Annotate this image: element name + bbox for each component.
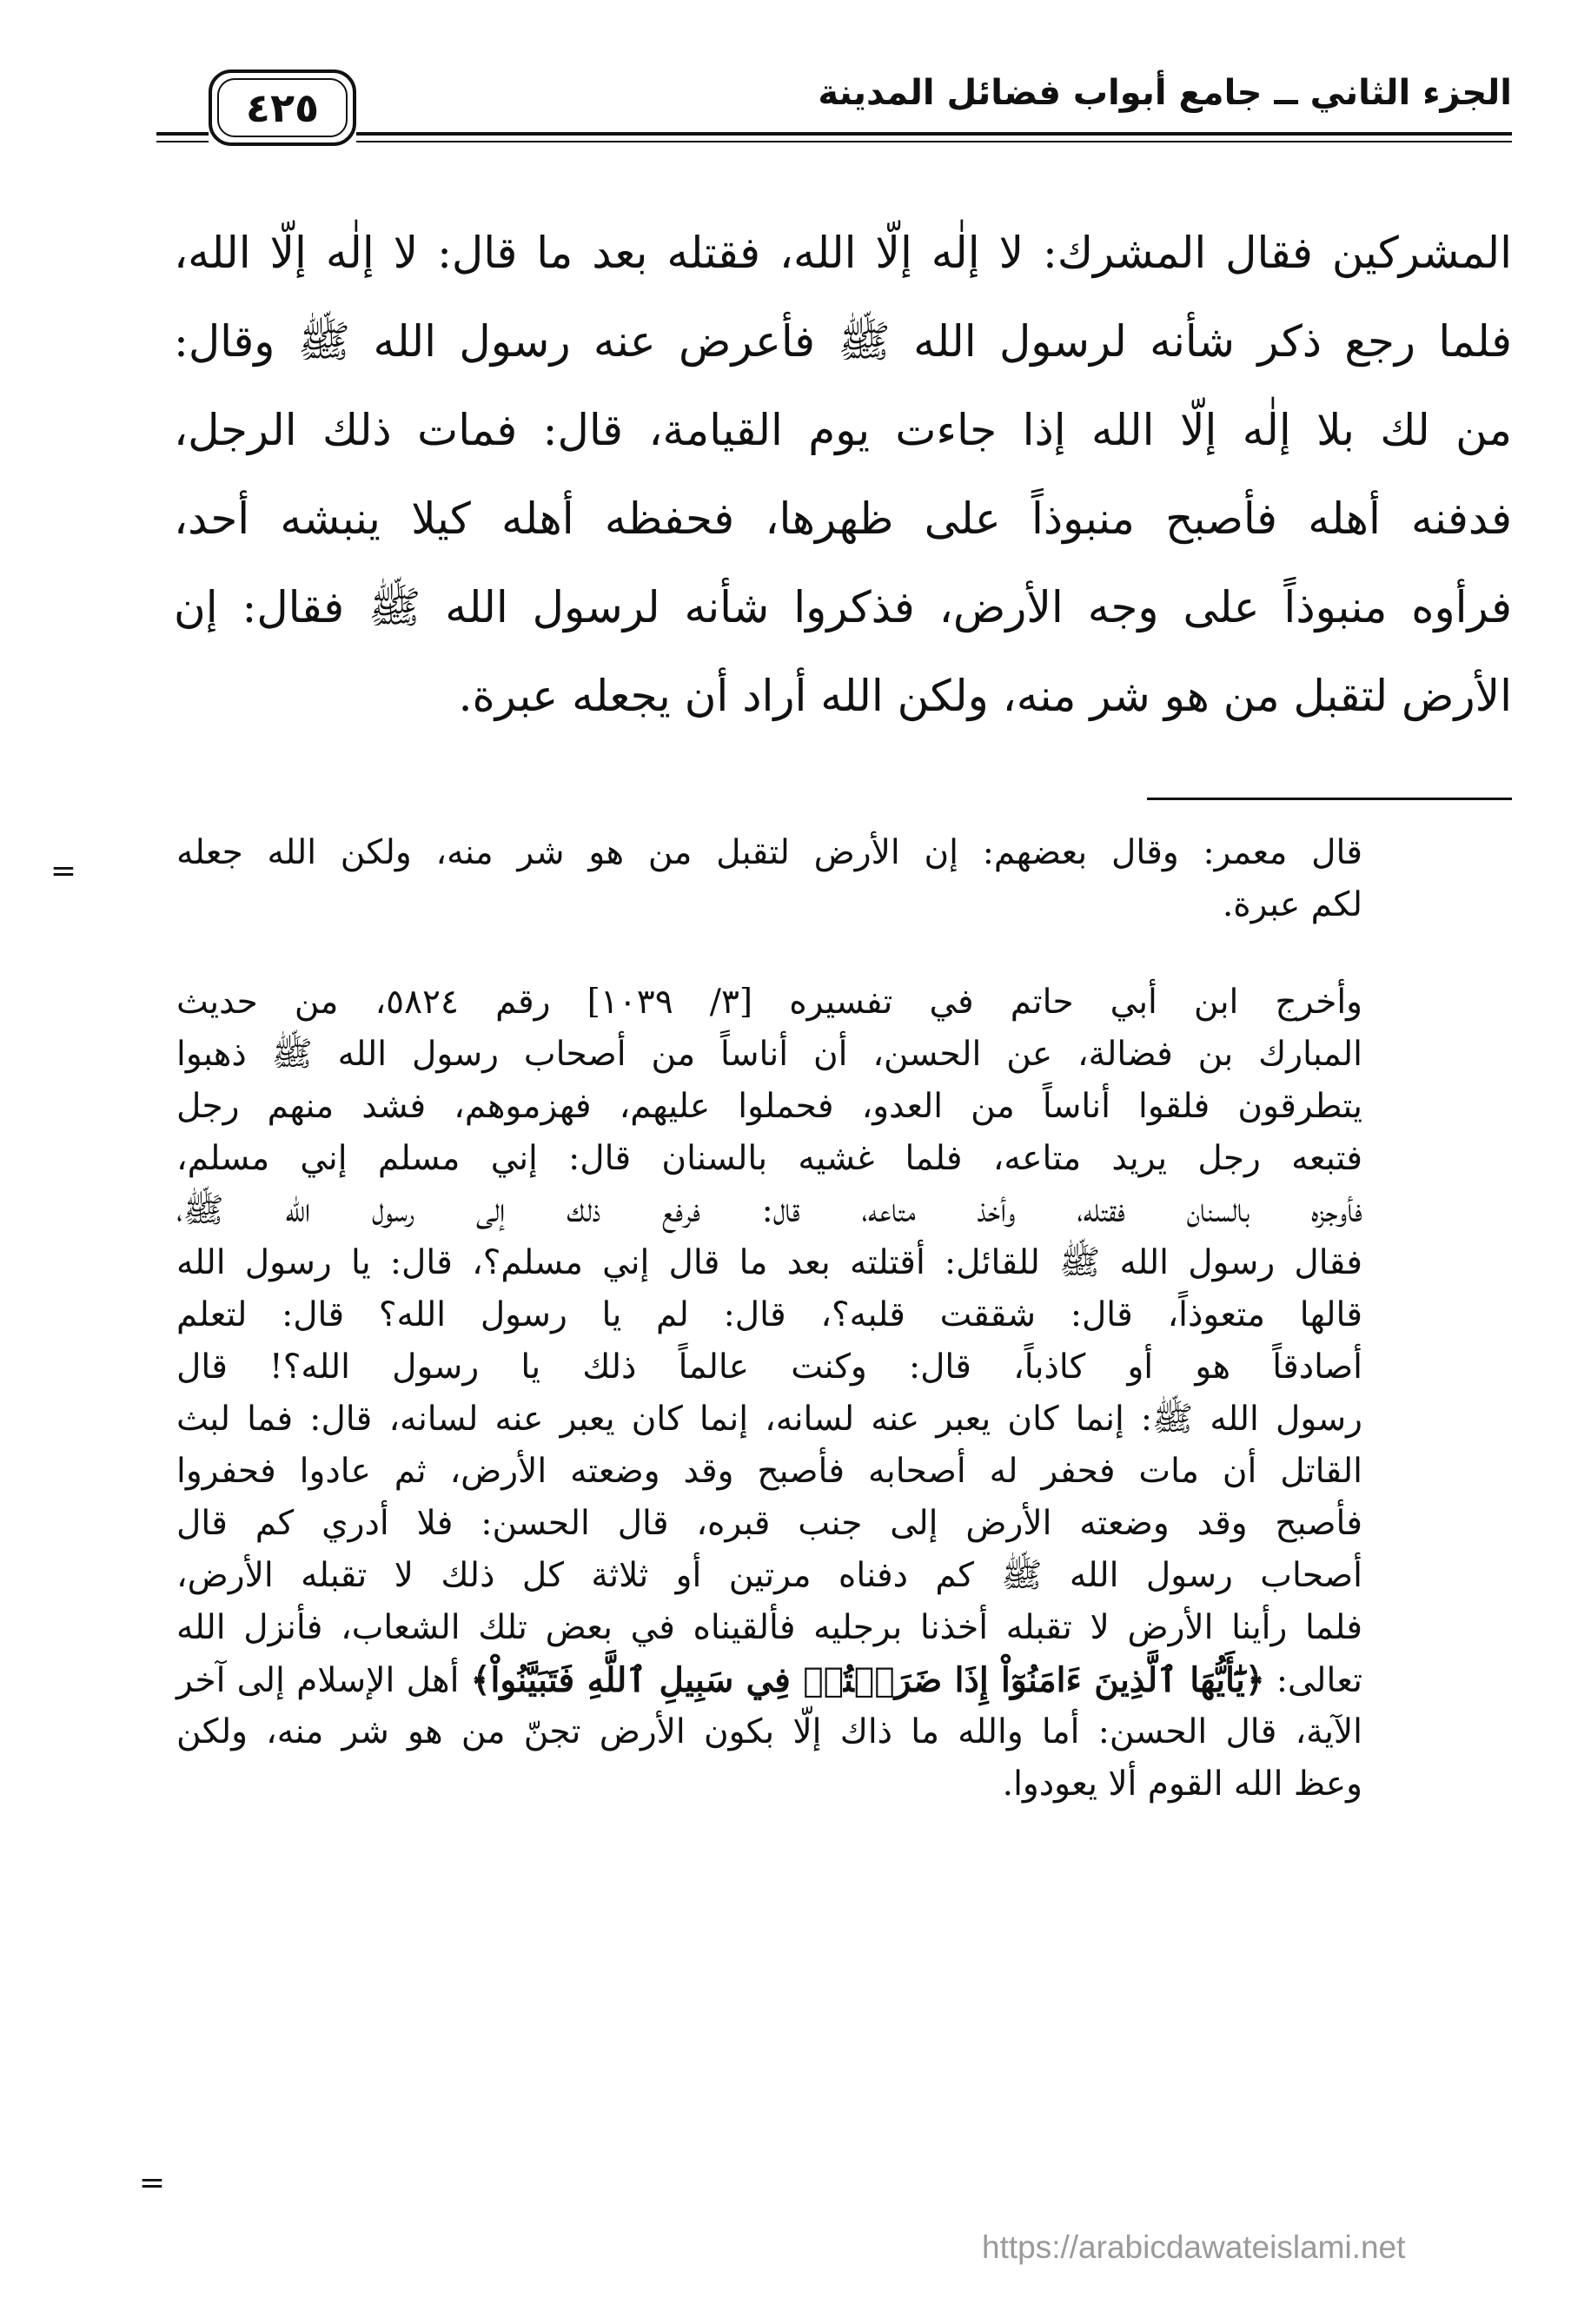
footnote-line: وأخرج ابن أبي حاتم في تفسيره [٣/ ١٠٣٩] رقم ٥٨٢٤، من حديث [176, 983, 1362, 1022]
watermark-url: https://arabicdawateislami.net [982, 2229, 1406, 2265]
header-rule [356, 132, 1512, 136]
footnote-line: وعظ الله القوم ألا يعودوا. [1002, 1765, 1362, 1804]
footnote-line: قال معمر: وقال بعضهم: إن الأرض لتقبل من هو شر منه، ولكن الله جعله [176, 833, 1362, 872]
quran-line-suffix: أهل الإسلام إلى آخر [176, 1661, 471, 1700]
quran-line-prefix: تعالى: [1264, 1661, 1362, 1700]
header-rule-left [156, 132, 209, 136]
main-text-line: فلما رجع ذكر شأنه لرسول الله ﷺ فأعرض عنه رسول الله ﷺ وقال: [174, 316, 1512, 367]
footnote-paragraph-gap [176, 931, 1362, 977]
main-text-line: من لك بلا إلٰه إلّا الله إذا جاءت يوم القيامة، قال: فمات ذلك الرجل، [174, 405, 1512, 455]
footnote-line: أصادقاً هو أو كاذباً، قال: وكنت عالماً ذلك يا رسول الله؟! قال [176, 1347, 1362, 1387]
page-number: ٤٢٥ [245, 84, 320, 131]
footnote-line: أصحاب رسول الله ﷺ كم دفناه مرتين أو ثلاثة كل ذلك لا تقبله الأرض، [176, 1556, 1362, 1595]
footnote-line: فقال رسول الله ﷺ للقائل: أقتلته بعد ما قال إني مسلم؟، قال: يا رسول الله [176, 1243, 1362, 1282]
page-number-frame [209, 70, 356, 146]
footnote-line: فلما رأينا الأرض لا تقبله أخذنا برجليه فألقيناه في بعض تلك الشعاب، فأنزل الله [176, 1608, 1362, 1647]
footnote-continuation-mark-bottom: = [138, 2165, 165, 2201]
footnote-line: قالها متعوذاً، قال: شققت قلبه؟، قال: لم يا رسول الله؟ قال: لتعلم [176, 1295, 1362, 1334]
header-rule-thin [356, 141, 1512, 142]
footnotes [176, 827, 1362, 1811]
footnote-line: القاتل أن مات فحفر له أصحابه فأصبح وقد وضعته الأرض، ثم عادوا فحفروا [176, 1452, 1362, 1491]
footnote-line: يتطرقون فلقوا أناساً من العدو، فحملوا عليهم، فهزموهم، فشد منهم رجل [176, 1087, 1362, 1126]
footnote-line: الآية، قال الحسن: أما والله ما ذاك إلّا بكون الأرض تجنّ من هو شر منه، ولكن [176, 1712, 1362, 1751]
main-text-line: المشركين فقال المشرك: لا إلٰه إلّا الله، فقتله بعد ما قال: لا إلٰه إلّا الله، [174, 228, 1512, 278]
main-text [174, 209, 1512, 740]
quran-verse: ﴿يَٰٓأَيُّهَا ٱلَّذِينَ ءَامَنُوٓاْ إِذَا ضَرَبۡتُمۡ فِي سَبِيلِ ٱللَّهِ فَتَبَيَّنُواْ﴾ [470, 1660, 1265, 1700]
footnote-line: المبارك بن فضالة، عن الحسن، أن أناساً من أصحاب رسول الله ﷺ ذهبوا [176, 1035, 1362, 1074]
footnote-continuation-mark-top: = [50, 853, 76, 889]
header-title: الجزء الثاني ــ جامع أبواب فضائل المدينة [818, 73, 1512, 113]
main-text-line: الأرض لتقبل من هو شر منه، ولكن الله أراد أن يجعله عبرة. [458, 671, 1512, 721]
footnote-line: لكم عبرة. [1222, 885, 1362, 924]
main-text-line: فدفنه أهله فأصبح منبوذاً على ظهرها، فحفظه أهله كيلا ينبشه أحد، [174, 493, 1512, 544]
footnote-line: فتبعه رجل يريد متاعه، فلما غشيه بالسنان قال: إني مسلم إني مسلم، [176, 1139, 1362, 1178]
footnote-quran-line [176, 1654, 1362, 1706]
running-header [156, 61, 1512, 165]
footnote-line: رسول الله ﷺ: إنما كان يعبر عنه لسانه، إنما كان يعبر عنه لسانه، قال: فما لبث [176, 1400, 1362, 1439]
footnote-line: فأصبح وقد وضعته الأرض إلى جنب قبره، قال الحسن: فلا أدري كم قال [176, 1504, 1362, 1543]
header-rule-left-thin [156, 141, 209, 142]
footnote-line: فأوجزه بالسنان فقتله، وأخذ متاعه، قال: فرفع ذلك إلى رسول الله ﷺ، [176, 1191, 1362, 1230]
main-text-line: فرأوه منبوذاً على وجه الأرض، فذكروا شأنه لرسول الله ﷺ فقال: إن [174, 582, 1512, 632]
footnote-separator [1147, 798, 1512, 800]
